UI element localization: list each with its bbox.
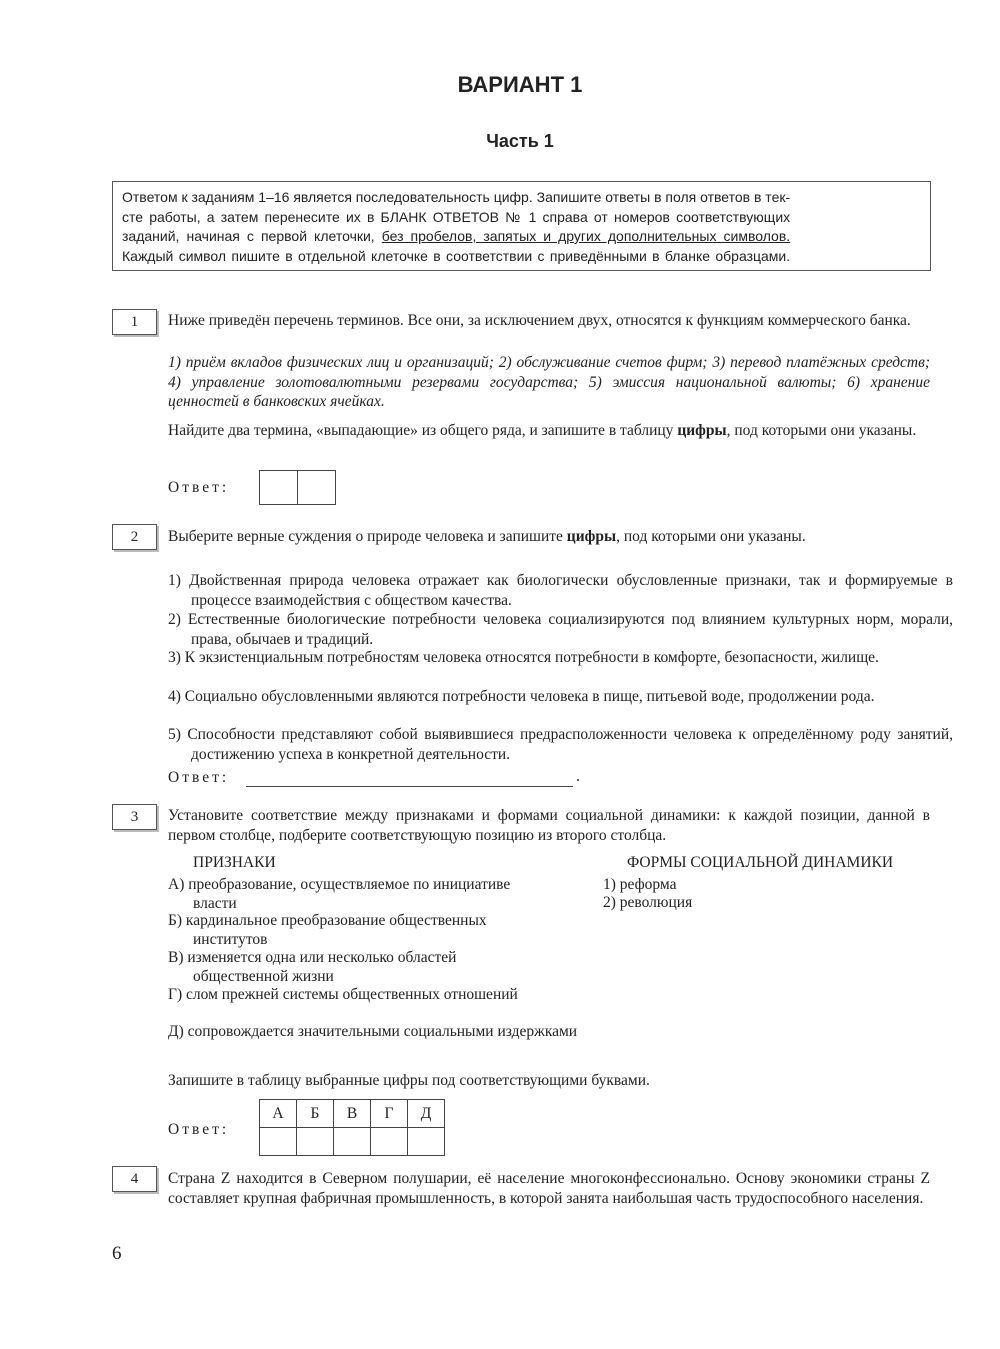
task2-option: 5) Способности представляют собой выявившиеся предрасположенности человека к определённому роду занятий, достижению успеха в конкретной деятельности. [168, 726, 953, 763]
task3-answer-label: Ответ: [168, 1121, 230, 1138]
task3-answer-cell[interactable] [260, 1128, 297, 1156]
task3-answer-cell[interactable] [297, 1128, 334, 1156]
task1-answer-label: Ответ: [168, 479, 230, 496]
task3-letter: Б [297, 1100, 334, 1128]
task3-letter: Д [408, 1100, 445, 1128]
instructions-line [122, 227, 790, 247]
task1-answer-cell-2[interactable] [297, 470, 336, 505]
task3-answers-row [260, 1128, 445, 1156]
task-number-2: 2 [112, 524, 157, 550]
task3-feature: Г) слом прежней системы общественных отношений [168, 986, 518, 1003]
task3-answer-cell[interactable] [408, 1128, 445, 1156]
task2-intro-bold: цифры [566, 528, 617, 545]
part-title: Часть 1 [486, 131, 554, 151]
task-number-1: 1 [112, 309, 157, 335]
task2-intro [168, 527, 930, 547]
task2-intro-text-end: , под которыми они указаны. [616, 528, 806, 545]
task2-answer-line[interactable] [246, 786, 573, 787]
task3-col1-header: ПРИЗНАКИ [193, 854, 276, 871]
page-number: 6 [112, 1243, 122, 1264]
task3-feature: Б) кардинальное преобразование общественных институтов [168, 912, 487, 948]
task2-option: 4) Социально обусловленными являются потребности человека в пище, питьевой воде, продолжении рода. [168, 688, 875, 705]
variant-title: ВАРИАНТ 1 [457, 72, 583, 97]
task3-letters-row [260, 1100, 445, 1128]
task2-answer-label: Ответ: [168, 769, 230, 786]
task3-answer-cell[interactable] [371, 1128, 408, 1156]
task2-option: 2) Естественные биологические потребности человека социализируются под влиянием культурных норм, морали, права, обычаев и традиций. [168, 611, 953, 648]
instructions-box [112, 181, 931, 271]
task-number-3: 3 [112, 804, 157, 830]
instructions-text: заданий, начиная с первой клеточки, [122, 228, 382, 244]
task3-feature: А) преобразование, осуществляемое по инициативе власти [168, 876, 511, 912]
task1-terms: 1) приём вкладов физических лиц и организаций; 2) обслуживание счетов фирм; 3) перевод платёжных средств; 4) управление золотовалютными резервами государства; 5) эмиссия национальной валюты; 6) хранение ценностей в банковских ячейках. [168, 354, 930, 410]
task3-col2-header: ФОРМЫ СОЦИАЛЬНОЙ ДИНАМИКИ [627, 854, 894, 871]
task2-option: 1) Двойственная природа человека отражает как биологически обусловленные признаки, так и формируемые в процессе взаимодействия с обществом качества. [168, 572, 953, 609]
task3-letter: Г [371, 1100, 408, 1128]
task-number-4: 4 [112, 1166, 157, 1192]
task1-prompt-text: Найдите два термина, «выпадающие» из общего ряда, и запишите в таблицу [168, 422, 678, 439]
task1-answer-cell-1[interactable] [259, 470, 298, 505]
task3-letter: В [334, 1100, 371, 1128]
task3-answer-cell[interactable] [334, 1128, 371, 1156]
task1-prompt-text-end: , под которыми они указаны. [726, 422, 917, 439]
task3-form: 1) реформа [603, 876, 677, 893]
instructions-line: Ответом к заданиям 1–16 является последовательность цифр. Запишите ответы в поля ответов в тек- [122, 189, 791, 205]
task2-answer-period: . [576, 768, 580, 785]
task3-answer-table [259, 1099, 445, 1156]
task1-prompt-bold: цифры [677, 422, 727, 439]
instructions-underlined: без пробелов, запятых и других дополнительных символов. [381, 228, 791, 244]
task2-intro-text: Выберите верные суждения о природе человека и запишите [168, 528, 567, 545]
task3-letter: А [260, 1100, 297, 1128]
task2-option: 3) К экзистенциальным потребностям человека относятся потребности в комфорте, безопасности, жилище. [168, 649, 879, 666]
task3-table-prompt: Запишите в таблицу выбранные цифры под соответствующими буквами. [168, 1072, 650, 1089]
task3-intro: Установите соответствие между признаками и формами социальной динамики: к каждой позиции, данной в первом столбце, подберите соответствующую позицию из второго столбца. [168, 807, 930, 844]
instructions-line: Каждый символ пишите в отдельной клеточке в соответствии с приведёнными в бланке образцами. [122, 247, 791, 264]
task3-feature: В) изменяется одна или несколько областей общественной жизни [168, 949, 457, 985]
task3-feature: Д) сопровождается значительными социальными издержками [168, 1023, 578, 1040]
task4-text: Страна Z находится в Северном полушарии, её население многоконфессионально. Основу экономики страны Z составляет крупная фабричная промышленность, в которой занята наибольшая часть трудоспособного населения. [168, 1170, 930, 1207]
task1-prompt [168, 421, 930, 441]
task1-intro: Ниже приведён перечень терминов. Все они, за исключением двух, относятся к функциям коммерческого банка. [168, 312, 911, 329]
instructions-line: сте работы, а затем перенесите их в БЛАНК ОТВЕТОВ № 1 справа от номеров соответствующих [122, 208, 791, 225]
task3-form: 2) революция [603, 894, 693, 911]
